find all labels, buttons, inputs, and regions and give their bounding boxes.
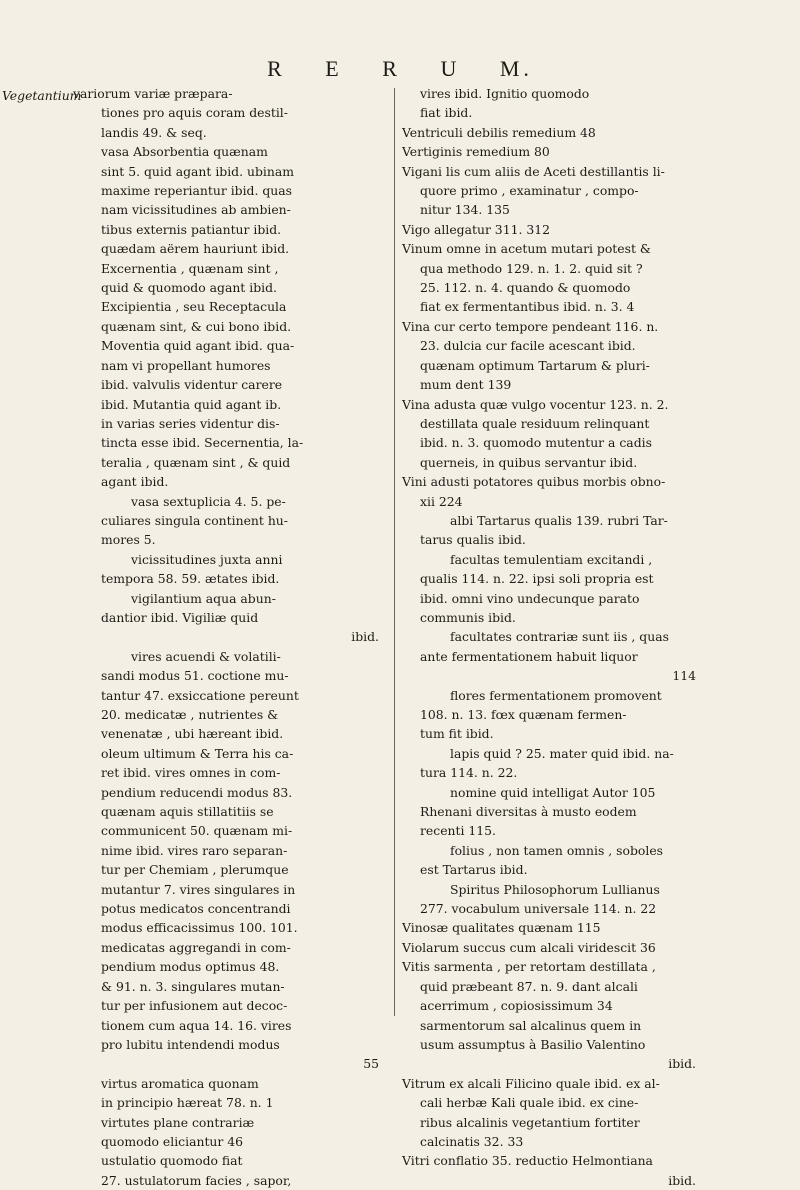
- index-line: cali herbæ Kali quale ibid. ex cine-: [420, 1095, 639, 1111]
- header-letter: R: [267, 56, 286, 81]
- index-line: modus efficacissimus 100. 101.: [101, 920, 298, 936]
- index-line: Vina cur certo tempore pendeant 116. n.: [402, 318, 659, 334]
- index-line: albi Tartarus qualis 139. rubri Tar-: [450, 512, 668, 528]
- index-line: tincta esse ibid. Secernentia, la-: [101, 435, 304, 451]
- index-line: sarmentorum sal alcalinus quem in: [420, 1017, 642, 1033]
- index-line: tibus externis patiantur ibid.: [101, 221, 282, 237]
- index-line: teralia , quænam sint , & quid: [101, 454, 291, 470]
- index-line: ibid. valvulis videntur carere: [101, 377, 283, 393]
- index-line: quid & quomodo agant ibid.: [101, 280, 277, 296]
- index-line: landis 49. & seq.: [101, 124, 207, 140]
- margin-headword: Vegetantium: [2, 88, 82, 103]
- index-line: pro lubitu intendendi modus: [101, 1036, 280, 1052]
- index-line: pendium modus optimus 48.: [101, 959, 280, 975]
- index-line: culiares singula continent hu-: [101, 512, 288, 528]
- index-line: Vigani lis cum aliis de Aceti destillantis li-: [402, 163, 665, 179]
- index-line: nomine quid intelligat Autor 105: [450, 784, 656, 800]
- index-line: qua methodo 129. n. 1. 2. quid sit ?: [420, 260, 643, 276]
- index-line: ibid. Mutantia quid agant ib.: [101, 396, 282, 412]
- index-line: ret ibid. vires omnes in com-: [101, 765, 281, 781]
- header-letter: E: [325, 56, 343, 81]
- index-line: 114: [672, 668, 696, 684]
- index-line: destillata quale residuum relinquant: [420, 415, 650, 431]
- index-line: xii 224: [420, 493, 463, 509]
- index-line: Violarum succus cum alcali viridescit 36: [402, 939, 656, 955]
- index-line: potus medicatos concentrandi: [101, 901, 291, 917]
- index-line: quore primo , examinatur , compo-: [420, 183, 639, 199]
- header-letter: M.: [499, 56, 533, 81]
- index-line: quænam sint, & cui bono ibid.: [101, 318, 292, 334]
- index-line: nitur 134. 135: [420, 202, 510, 218]
- index-line: Excipientia , seu Receptacula: [101, 299, 287, 315]
- index-line: nam vicissitudines ab ambien-: [101, 202, 291, 218]
- index-line: est Tartarus ibid.: [420, 862, 528, 878]
- index-line: 27. ustulatorum facies , sapor,: [101, 1172, 292, 1188]
- index-line: Ventriculi debilis remedium 48: [402, 124, 596, 140]
- index-line: 277. vocabulum universale 114. n. 22: [420, 901, 657, 917]
- index-line: communis ibid.: [420, 609, 516, 625]
- index-line: tionem cum aqua 14. 16. vires: [101, 1017, 292, 1033]
- index-line: variorum variæ præpara-: [73, 86, 233, 101]
- index-line: acerrimum , copiosissimum 34: [420, 998, 613, 1014]
- index-line: Vertiginis remedium 80: [402, 144, 550, 160]
- index-line: Vinosæ qualitates quænam 115: [402, 920, 601, 936]
- index-line: 25. 112. n. 4. quando & quomodo: [420, 280, 631, 296]
- index-line: usum assumptus à Basilio Valentino: [420, 1036, 646, 1052]
- index-line: quid præbeant 87. n. 9. dant alcali: [420, 978, 638, 994]
- index-line: mores 5.: [101, 532, 156, 548]
- index-line: ibid.: [668, 1172, 696, 1188]
- index-line: ibid. n. 3. quomodo mutentur a cadis: [420, 435, 652, 451]
- index-line: calcinatis 32. 33: [420, 1133, 524, 1149]
- index-line: folius , non tamen omnis , soboles: [450, 842, 664, 858]
- column-divider: [394, 88, 395, 1016]
- index-line: tum fit ibid.: [420, 726, 494, 742]
- index-line: ante fermentationem habuit liquor: [420, 648, 638, 664]
- index-line: ribus alcalinis vegetantium fortiter: [420, 1114, 640, 1130]
- index-line: facultas temulentiam excitandi ,: [450, 551, 653, 567]
- index-line: vires acuendi & volatili-: [131, 648, 281, 664]
- index-line: recenti 115.: [420, 823, 496, 839]
- index-line: medicatas aggregandi in com-: [101, 939, 291, 955]
- index-line: 23. dulcia cur facile acescant ibid.: [420, 338, 636, 354]
- index-line: in varias series videntur dis-: [101, 415, 280, 431]
- index-line: Vini adusti potatores quibus morbis obno-: [402, 474, 666, 490]
- index-line: vasa Absorbentia quænam: [101, 144, 268, 160]
- header-letter: R: [382, 56, 401, 81]
- index-line: tarus qualis ibid.: [420, 532, 526, 548]
- index-line: sint 5. quid agant ibid. ubinam: [101, 163, 294, 179]
- index-line: ibid. omni vino undecunque parato: [420, 590, 640, 606]
- index-line: vicissitudines juxta anni: [131, 551, 283, 567]
- index-line: tempora 58. 59. ætates ibid.: [101, 571, 280, 587]
- index-line: Spiritus Philosophorum Lullianus: [450, 881, 660, 897]
- index-line: mutantur 7. vires singulares in: [101, 881, 296, 897]
- index-line: Vitrum ex alcali Filicino quale ibid. ex al-: [402, 1075, 660, 1091]
- index-line: Vinum omne in acetum mutari potest &: [402, 241, 651, 257]
- index-line: flores fermentationem promovent: [450, 687, 662, 703]
- index-line: vires ibid. Ignitio quomodo: [420, 86, 590, 101]
- index-line: nime ibid. vires raro separan-: [101, 842, 288, 858]
- index-line: qualis 114. n. 22. ipsi soli propria est: [420, 571, 654, 587]
- running-header: [0, 56, 800, 82]
- index-line: virtus aromatica quonam: [101, 1075, 259, 1091]
- index-line: maxime reperiantur ibid. quas: [101, 183, 293, 199]
- index-line: Vitis sarmenta , per retortam destillata ,: [402, 959, 656, 975]
- index-line: quænam aquis stillatitiis se: [101, 804, 274, 820]
- index-line: tiones pro aquis coram destil-: [101, 105, 288, 121]
- index-line: quomodo eliciantur 46: [101, 1133, 244, 1149]
- index-line: dantior ibid. Vigiliæ quid: [101, 609, 259, 625]
- index-line: Rhenani diversitas à musto eodem: [420, 804, 637, 820]
- index-line: 20. medicatæ , nutrientes &: [101, 707, 279, 722]
- index-line: pendium reducendi modus 83.: [101, 784, 293, 800]
- index-line: mum dent 139: [420, 377, 512, 393]
- index-line: venenatæ , ubi hæreant ibid.: [101, 726, 284, 742]
- index-line: facultates contrariæ sunt iis , quas: [450, 629, 669, 645]
- index-line: vigilantium aqua abun-: [131, 590, 276, 606]
- index-line: lapis quid ? 25. mater quid ibid. na-: [450, 745, 674, 761]
- index-line: quænam optimum Tartarum & pluri-: [420, 357, 650, 373]
- index-line: Vigo allegatur 311. 312: [402, 221, 550, 237]
- index-line: tur per Chemiam , plerumque: [101, 862, 289, 878]
- index-line: Vitri conflatio 35. reductio Helmontiana: [402, 1153, 653, 1169]
- header-letter: U: [440, 56, 461, 81]
- index-column-left: [73, 84, 383, 1190]
- index-line: & 91. n. 3. singulares mutan-: [101, 978, 285, 994]
- index-line: Moventia quid agant ibid. qua-: [101, 338, 295, 354]
- index-line: agant ibid.: [101, 474, 169, 490]
- index-line: querneis, in quibus servantur ibid.: [420, 454, 638, 470]
- index-line: tantur 47. exsiccatione pereunt: [101, 687, 299, 703]
- index-line: communicent 50. quænam mi-: [101, 823, 293, 839]
- index-line: vasa sextuplicia 4. 5. pe-: [131, 493, 286, 509]
- index-line: quædam aërem hauriunt ibid.: [101, 241, 290, 257]
- index-line: fiat ibid.: [420, 105, 473, 121]
- index-column-right: [402, 84, 700, 1190]
- index-line: 55: [363, 1056, 379, 1072]
- index-line: ibid.: [351, 629, 379, 645]
- index-line: oleum ultimum & Terra his ca-: [101, 745, 294, 761]
- index-line: in principio hæreat 78. n. 1: [101, 1095, 274, 1111]
- index-line: tur per infusionem aut decoc-: [101, 998, 288, 1014]
- index-line: ibid.: [668, 1056, 696, 1072]
- index-line: tura 114. n. 22.: [420, 765, 518, 781]
- index-line: Vina adusta quæ vulgo vocentur 123. n. 2.: [402, 396, 669, 412]
- index-line: Excernentia , quænam sint ,: [101, 260, 279, 276]
- index-line: nam vi propellant humores: [101, 357, 271, 373]
- index-line: fiat ex fermentantibus ibid. n. 3. 4: [420, 299, 635, 315]
- index-line: ustulatio quomodo fiat: [101, 1153, 243, 1169]
- index-line: 108. n. 13. fœx quænam fermen-: [420, 707, 627, 722]
- index-line: virtutes plane contrariæ: [101, 1114, 255, 1130]
- index-line: sandi modus 51. coctione mu-: [101, 668, 289, 684]
